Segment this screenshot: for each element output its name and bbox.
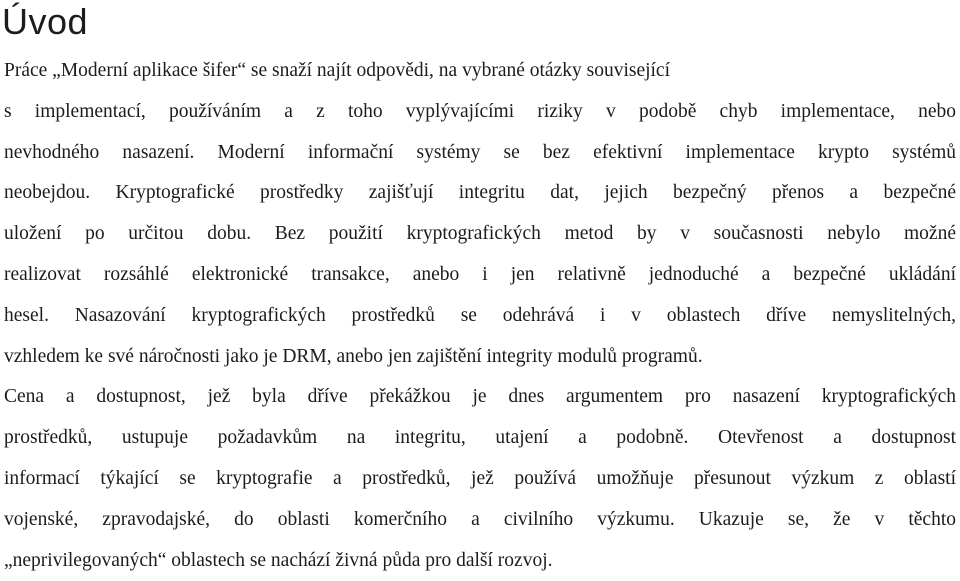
text-line-11: informací týkající se kryptografie a prostředků, jež používá umožňuje přesunout výzkum z oblastí bbox=[4, 467, 956, 489]
intro-text bbox=[4, 51, 956, 581]
text-line-3: nevhodného nasazení. Moderní informační systémy se bez efektivní implementace krypto systémů bbox=[4, 141, 956, 163]
page-heading: Úvod bbox=[2, 1, 89, 42]
text-line-5: uložení po určitou dobu. Bez použití kryptografických metod by v současnosti nebylo možné bbox=[4, 223, 956, 245]
text-line-12: vojenské, zpravodajské, do oblasti komerčního a civilního výzkumu. Ukazuje se, že v těchto bbox=[4, 508, 956, 530]
text-line-10: prostředků, ustupuje požadavkům na integritu, utajení a podobně. Otevřenost a dostupnost bbox=[4, 427, 956, 449]
text-line-2: s implementací, používáním a z toho vyplývajícími riziky v podobě chyb implementace, nebo bbox=[4, 100, 956, 122]
text-line-13: „neprivilegovaných“ oblastech se nachází živná půda pro další rozvoj. bbox=[4, 549, 553, 571]
text-line-4: neobejdou. Kryptografické prostředky zajišťují integritu dat, jejich bezpečný přenos a bezpečné bbox=[4, 182, 956, 204]
text-line-6: realizovat rozsáhlé elektronické transakce, anebo i jen relativně jednoduché a bezpečné ukládání bbox=[4, 263, 956, 285]
text-line-9: Cena a dostupnost, jež byla dříve překážkou je dnes argumentem pro nasazení kryptografických bbox=[4, 386, 956, 408]
text-line-8: vzhledem ke své náročnosti jako je DRM, anebo jen zajištění integrity modulů programů. bbox=[4, 345, 703, 367]
text-line-7: hesel. Nasazování kryptografických prostředků se odehrává i v oblastech dříve nemyslitelných, bbox=[4, 304, 956, 326]
text-line-1: Práce „Moderní aplikace šifer“ se snaží najít odpovědi, na vybrané otázky související bbox=[4, 60, 671, 81]
